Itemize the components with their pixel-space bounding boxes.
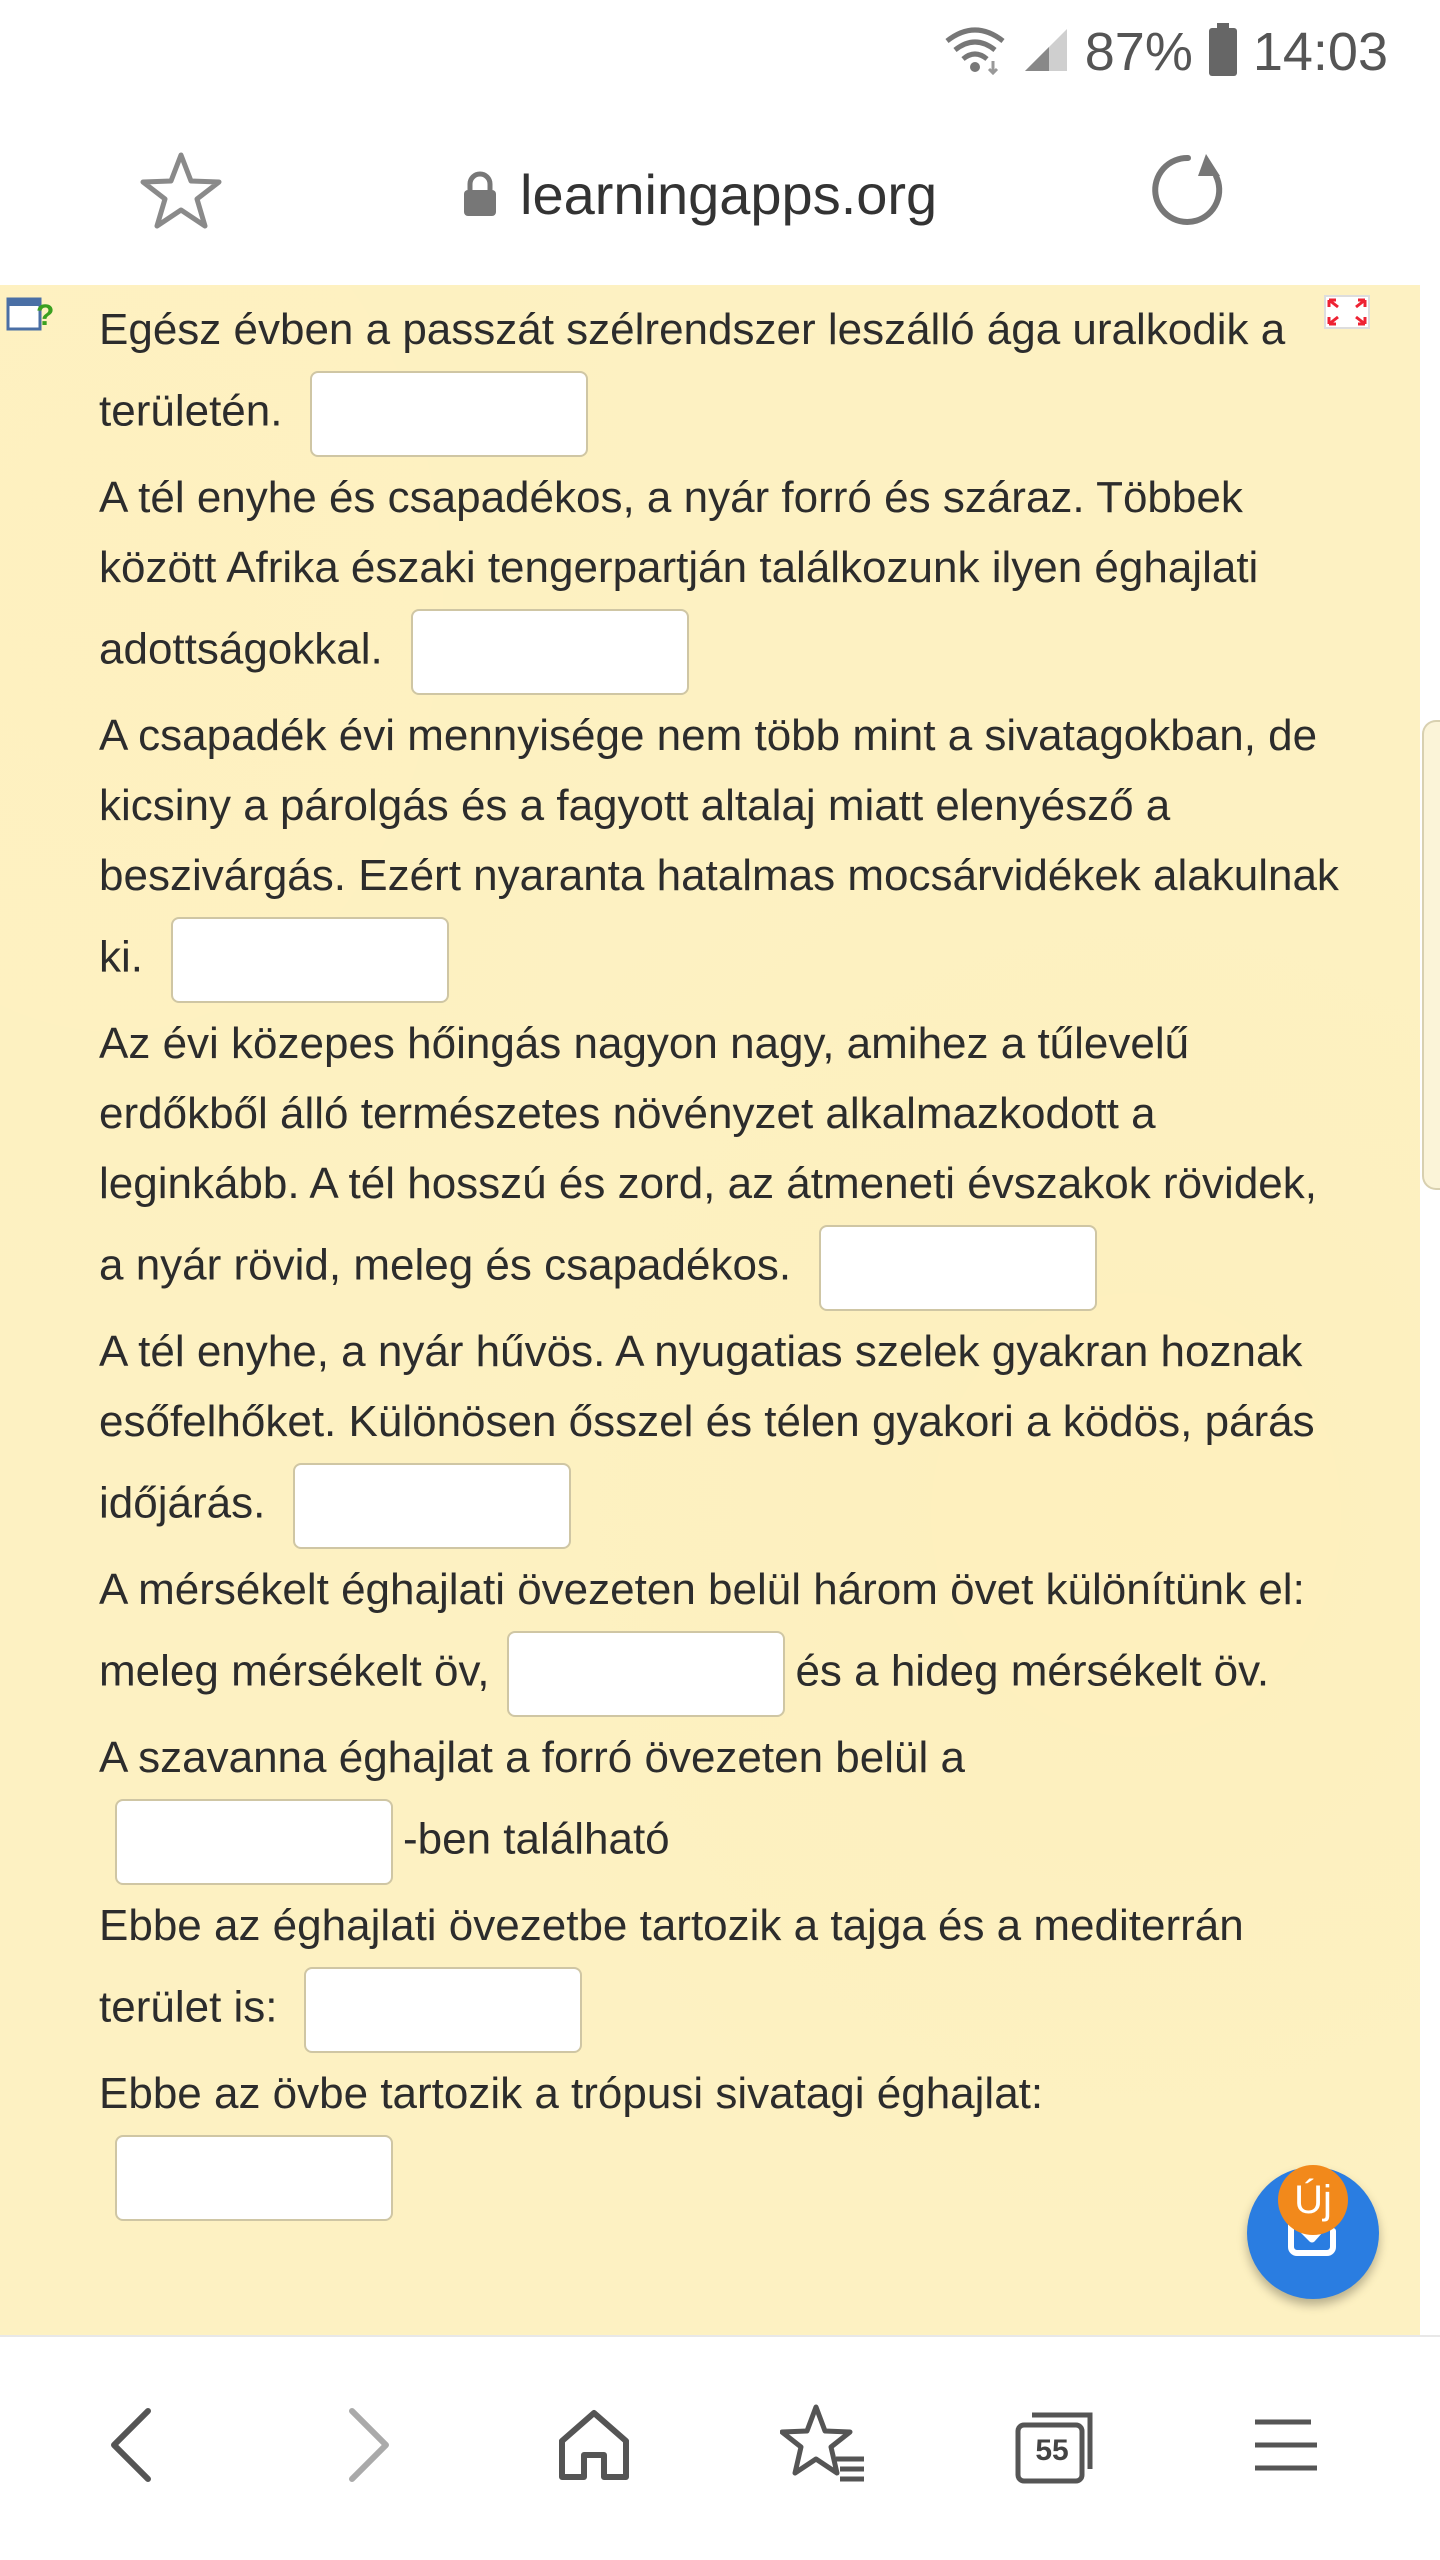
- browser-bottom-nav: [0, 2335, 1440, 2560]
- tabs-button[interactable]: [1010, 2401, 1102, 2493]
- question-text: A csapadék évi mennyisége nem több mint a sivatagokban, de kicsiny a párolgás és a fagyott altalaj miatt elenyésző a beszivárgás. Ezért nyaranta hatalmas mocsárvidékek alakulnak ki.: [99, 711, 1339, 982]
- battery-percentage: 87%: [1084, 22, 1193, 82]
- bookmarks-star-list-icon: [780, 2401, 868, 2494]
- bookmark-star-icon[interactable]: [140, 150, 222, 232]
- question-8: [99, 1891, 1349, 2059]
- help-icon[interactable]: [6, 293, 54, 339]
- hamburger-menu-icon: [1251, 2410, 1321, 2485]
- lock-icon: [462, 171, 498, 217]
- question-2: [99, 463, 1349, 701]
- question-6: [99, 1555, 1349, 1723]
- new-badge: Új: [1278, 2165, 1348, 2235]
- question-4: [99, 1009, 1349, 1317]
- svg-text:?: ?: [36, 299, 54, 332]
- chevron-left-icon: [102, 2405, 162, 2490]
- answer-field-2[interactable]: [411, 609, 689, 695]
- page-edge: [1420, 285, 1440, 2335]
- question-5: [99, 1317, 1349, 1555]
- answer-field-9[interactable]: [115, 2135, 393, 2221]
- question-1: [99, 295, 1349, 463]
- answer-field-1[interactable]: [310, 371, 588, 457]
- clock: 14:03: [1252, 22, 1388, 82]
- address-bar[interactable]: [462, 154, 937, 234]
- forward-button[interactable]: [322, 2401, 414, 2493]
- bookmarks-button[interactable]: [778, 2401, 870, 2493]
- answer-field-6[interactable]: [507, 1631, 785, 1717]
- tabs-icon: [1014, 2407, 1098, 2487]
- question-text: Egész évben a passzát szélrendszer leszálló ága uralkodik a területén.: [99, 305, 1286, 436]
- menu-button[interactable]: [1240, 2401, 1332, 2493]
- question-3: [99, 701, 1349, 1009]
- signal-icon: [1021, 25, 1071, 80]
- answer-field-3[interactable]: [171, 917, 449, 1003]
- url-text: learningapps.org: [520, 162, 938, 226]
- status-indicators: [943, 20, 1388, 84]
- browser-toolbar: [0, 100, 1440, 285]
- answer-field-4[interactable]: [819, 1225, 1097, 1311]
- learningapps-exercise: [0, 285, 1420, 2335]
- back-button[interactable]: [86, 2401, 178, 2493]
- question-text: Az évi közepes hőingás nagyon nagy, amihez a tűlevelű erdőkből álló természetes növényzet alkalmazkodott a leginkább. A tél hosszú és zord, az átmeneti évszakok rövidek, a nyár rövid, meleg és csapadékos.: [99, 1019, 1317, 1290]
- wifi-icon: [943, 25, 1007, 80]
- question-text-after: -ben található: [403, 1814, 670, 1864]
- question-7: [99, 1723, 1349, 1891]
- reload-icon[interactable]: [1148, 150, 1228, 230]
- home-button[interactable]: [548, 2401, 640, 2493]
- status-bar: [0, 0, 1440, 100]
- question-text: A tél enyhe, a nyár hűvös. A nyugatias szelek gyakran hoznak esőfelhőket. Különösen ősszel és télen gyakori a ködös, párás időjárás.: [99, 1327, 1315, 1528]
- question-text: A tél enyhe és csapadékos, a nyár forró és száraz. Többek között Afrika északi tengerpartján találkozunk ilyen éghajlati adottságokkal.: [99, 473, 1259, 674]
- fill-in-questions: [99, 295, 1349, 2227]
- question-text: Ebbe az éghajlati övezetbe tartozik a tajga és a mediterrán terület is:: [99, 1901, 1244, 2032]
- answer-field-7[interactable]: [115, 1799, 393, 1885]
- answer-field-8[interactable]: [304, 1967, 582, 2053]
- question-text: A szavanna éghajlat a forró övezeten belül a: [99, 1733, 965, 1782]
- tabs-count: 55: [1035, 2434, 1069, 2467]
- home-icon: [554, 2405, 634, 2490]
- question-text: A mérsékelt éghajlati övezeten belül három övet különítünk el: meleg mérsékelt öv,: [99, 1565, 1305, 1696]
- question-text-after: és a hideg mérsékelt öv.: [795, 1646, 1270, 1696]
- answer-field-5[interactable]: [293, 1463, 571, 1549]
- chevron-right-icon: [338, 2405, 398, 2490]
- question-9: [99, 2059, 1349, 2227]
- battery-icon: [1207, 23, 1239, 82]
- scroll-handle[interactable]: [1422, 720, 1440, 1190]
- question-text: Ebbe az övbe tartozik a trópusi sivatagi éghajlat:: [99, 2069, 1044, 2118]
